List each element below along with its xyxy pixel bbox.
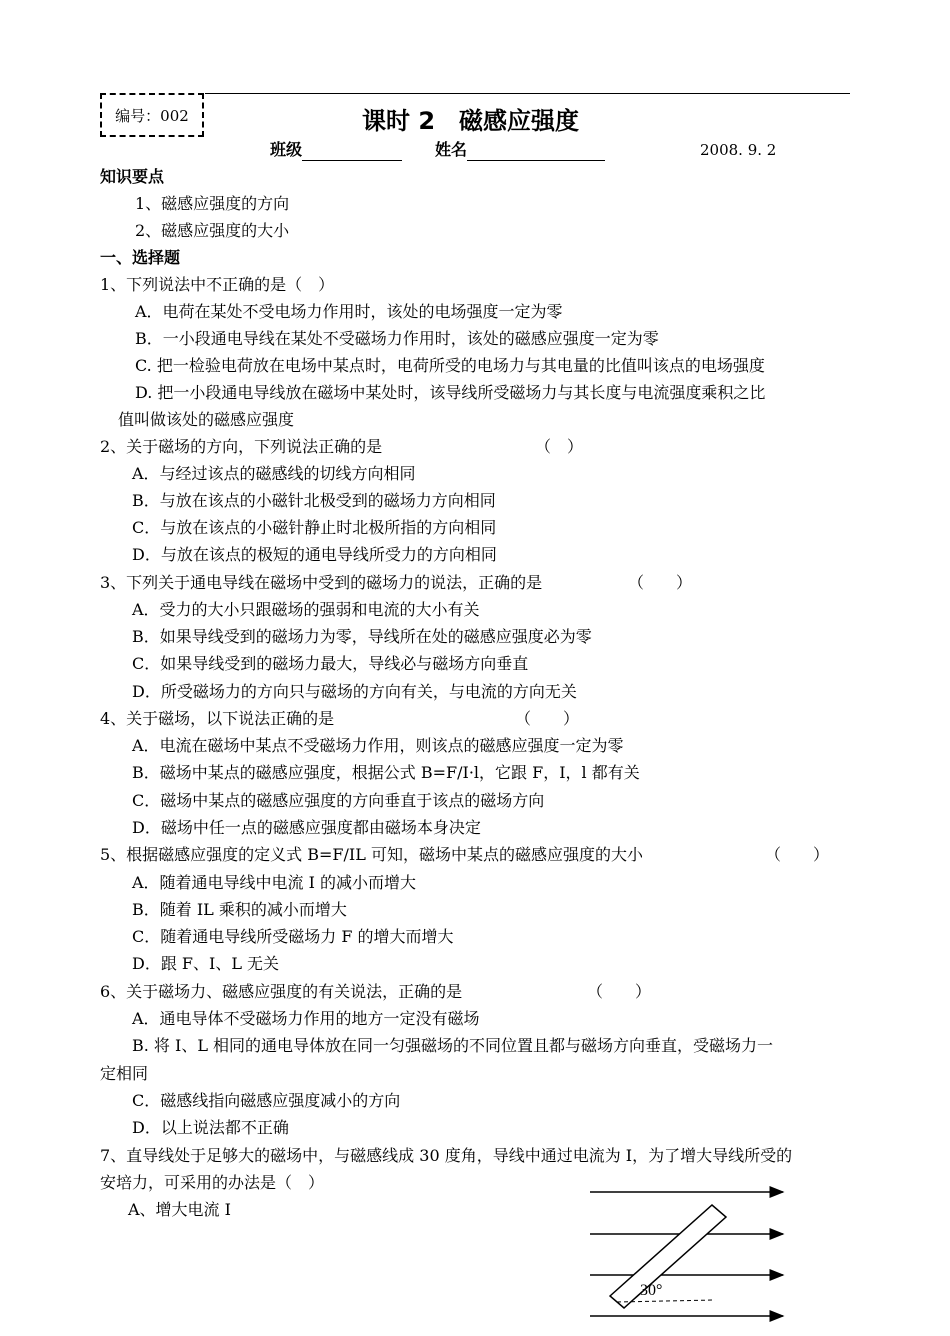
- q3-option-c: C．如果导线受到的磁场力最大，导线必与磁场方向垂直: [132, 654, 529, 673]
- q5-option-c: C．随着通电导线所受磁场力 F 的增大而增大: [132, 927, 454, 946]
- date: 2008. 9. 2: [700, 141, 777, 159]
- knowledge-point: 2、磁感应强度的大小: [135, 221, 290, 240]
- q2-option-d: D．与放在该点的极短的通电导线所受力的方向相同: [132, 545, 497, 564]
- q1-option-a: A．电荷在某处不受电场力作用时，该处的电场强度一定为零: [135, 302, 563, 321]
- q3-option-d: D．所受磁场力的方向只与磁场的方向有关，与电流的方向无关: [132, 682, 577, 701]
- q5-option-d: D．跟 F、I、L 无关: [132, 954, 280, 973]
- conductor-rod: [610, 1205, 726, 1308]
- q7-figure: [585, 1180, 790, 1330]
- q5-option-b: B．随着 IL 乘积的减小而增大: [132, 900, 347, 919]
- q1-option-c: C. 把一检验电荷放在电场中某点时，电荷所受的电场力与其电量的比值叫该点的电场强度: [135, 356, 765, 375]
- q3-option-b: B．如果导线受到的磁场力为零，导线所在处的磁感应强度必为零: [132, 627, 592, 646]
- q4-option-c: C．磁场中某点的磁感应强度的方向垂直于该点的磁场方向: [132, 791, 545, 810]
- q7-option-a: A、增大电流 I: [128, 1200, 231, 1219]
- name-field: [435, 139, 605, 161]
- code-label: 编号：002: [115, 106, 189, 125]
- q2-option-a: A．与经过该点的磁感线的切线方向相同: [132, 464, 416, 483]
- q6-option-c: C．磁感线指向磁感应强度减小的方向: [132, 1091, 401, 1110]
- q1-option-d-cont: 值叫做该处的磁感应强度: [118, 410, 295, 429]
- q4-stem: 4、关于磁场，以下说法正确的是: [100, 709, 335, 728]
- class-label: 班级: [270, 140, 303, 159]
- q7-stem-cont: 安培力，可采用的办法是（ ）: [100, 1173, 325, 1192]
- q6-option-b: B. 将 I、L 相同的通电导体放在同一匀强磁场的不同位置且都与磁场方向垂直，受磁场力一: [132, 1036, 774, 1055]
- q1-option-d: D. 把一小段通电导线放在磁场中某处时，该导线所受磁场力与其长度与电流强度乘积之比: [135, 383, 766, 402]
- q4-option-a: A．电流在磁场中某点不受磁场力作用，则该点的磁感应强度一定为零: [132, 736, 624, 755]
- q2-answer-paren: （ ）: [535, 437, 584, 456]
- q3-answer-paren: （ ）: [628, 573, 693, 592]
- code-box: [100, 93, 204, 137]
- q2-option-b: B．与放在该点的小磁针北极受到的磁场力方向相同: [132, 491, 496, 510]
- q7-stem: 7、直导线处于足够大的磁场中，与磁感线成 30 度角，导线中通过电流为 I，为了增大导线所受的: [100, 1146, 793, 1165]
- q2-option-c: C．与放在该点的小磁针静止时北极所指的方向相同: [132, 518, 497, 537]
- class-blank: [302, 142, 402, 161]
- q6-option-d: D．以上说法都不正确: [132, 1118, 289, 1137]
- q1-stem: 1、下列说法中不正确的是（ ）: [100, 275, 335, 294]
- q5-stem-highlight: 某点的磁感应强度的大小: [466, 845, 643, 864]
- q1-option-b: B．一小段通电导线在某处不受磁场力作用时，该处的磁感应强度一定为零: [135, 329, 659, 348]
- class-field: [270, 139, 402, 161]
- q4-option-d: D．磁场中任一点的磁感应强度都由磁场本身决定: [132, 818, 481, 837]
- name-label: 姓名: [435, 140, 468, 159]
- name-blank: [467, 142, 605, 161]
- angle-label: 30°: [640, 1282, 663, 1299]
- q6-stem: 6、关于磁场力、磁感应强度的有关说法，正确的是: [100, 982, 463, 1001]
- q6-answer-paren: （ ）: [587, 982, 652, 1001]
- q5-stem: [100, 844, 643, 866]
- section-heading: 一、选择题: [100, 248, 181, 267]
- q2-stem: 2、关于磁场的方向，下列说法正确的是: [100, 437, 383, 456]
- q3-stem: 3、下列关于通电导线在磁场中受到的磁场力的说法，正确的是: [100, 573, 543, 592]
- q5-stem-text: 5、根据磁感应强度的定义式 B=F/IL 可知，磁场中: [100, 845, 467, 864]
- q3-option-a: A．受力的大小只跟磁场的强弱和电流的大小有关: [132, 600, 480, 619]
- header-rule: [205, 93, 850, 94]
- q4-option-b: B．磁场中某点的磁感应强度，根据公式 B=F/I·l，它跟 F，I，l 都有关: [132, 763, 640, 782]
- q5-option-a: A．随着通电导线中电流 I 的减小而增大: [132, 873, 417, 892]
- q6-option-b-cont: 定相同: [100, 1064, 149, 1083]
- q6-option-a: A．通电导体不受磁场力作用的地方一定没有磁场: [132, 1009, 480, 1028]
- q5-answer-paren: （ ）: [765, 845, 830, 864]
- q4-answer-paren: （ ）: [515, 709, 580, 728]
- knowledge-heading: 知识要点: [100, 167, 165, 186]
- knowledge-point: 1、磁感应强度的方向: [135, 194, 290, 213]
- page-title: 课时 2 磁感应强度: [362, 107, 580, 135]
